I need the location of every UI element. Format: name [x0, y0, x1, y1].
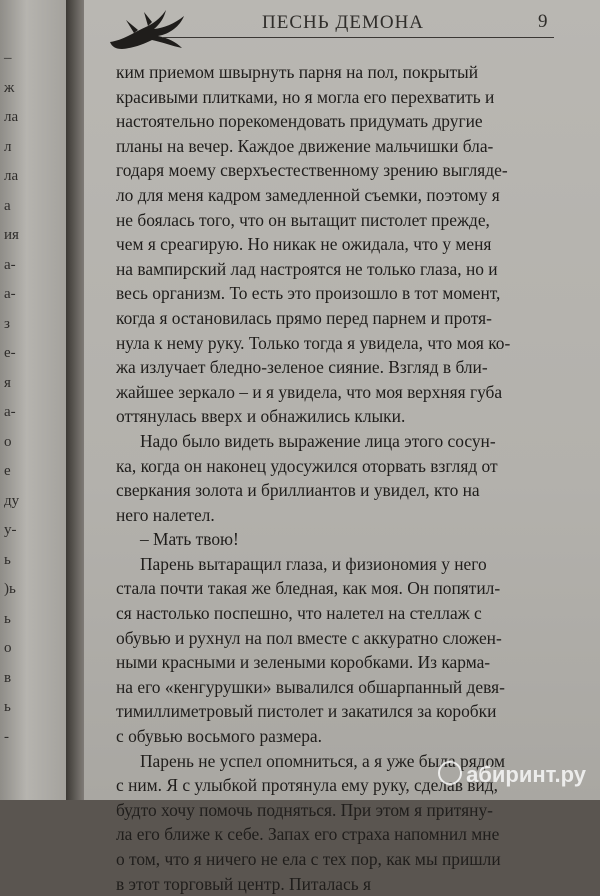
text-line: оттянулась вверх и обнажились клыки. — [116, 406, 406, 427]
book-page — [84, 0, 600, 894]
left-page-fragment: ду — [4, 492, 20, 509]
text-line: когда я остановилась прямо перед парнем и протя- — [116, 307, 492, 328]
running-header-title: ПЕСНЬ ДЕМОНА — [262, 12, 425, 33]
text-line: ся настолько поспешно, что налетел на стеллаж с — [116, 603, 482, 624]
text-line: жайшее зеркало – и я увидела, что моя верхняя губа — [116, 381, 503, 402]
left-page-fragment: ла — [4, 168, 19, 184]
text-line: сверкания золота и бриллиантов и увидел, кто на — [116, 480, 480, 501]
left-page-fragment: в — [4, 669, 12, 686]
text-line: ло для меня кадром замедленной съемки, поэтому я — [116, 184, 500, 205]
left-page-fragment: з — [4, 315, 10, 332]
text-line: тимиллиметровый пистолет и закатился за коробки — [116, 701, 497, 722]
text-line: не боялась того, что он вытащит пистолет прежде, — [116, 209, 490, 230]
text-line: о том, что я ничего не ела с тех пор, как мы пришли — [116, 849, 501, 869]
running-header — [84, 0, 600, 46]
left-page-fragment: а — [4, 197, 11, 214]
previous-page-edge — [0, 0, 66, 800]
text-line: Парень вытаращил глаза, и физиономия у него — [140, 553, 487, 574]
text-line: с ним. Я с улыбкой протянула ему руку, сделав вид, — [116, 775, 499, 796]
page-number: 9 — [538, 11, 548, 32]
left-page-fragment: а- — [4, 404, 16, 420]
text-line: стала почти такая же бледная, как моя. Он попятил- — [116, 578, 501, 599]
text-line: нула к нему руку. Только тогда я увидела, что моя ко- — [116, 332, 511, 353]
text-line: чем я среагирую. Но никак не ожидала, что у меня — [116, 234, 492, 255]
left-page-fragment: – — [4, 50, 12, 66]
text-line: обувью и рухнул на пол вместе с аккуратно сложен- — [116, 627, 502, 648]
text-line: Парень не успел опомниться, а я уже была рядом — [140, 750, 505, 771]
text-line: ким приемом швырнуть парня на пол, покрытый — [116, 62, 479, 82]
left-page-fragment: о — [4, 433, 12, 450]
text-line: – Мать твою! — [140, 529, 239, 550]
left-page-fragment: )ь — [4, 581, 16, 597]
text-line: жа излучает бледно-зеленое сияние. Взгляд в бли- — [116, 357, 488, 378]
left-page-fragment: ь — [4, 610, 11, 627]
text-line: красивыми плитками, но я могла его перехватить и — [116, 86, 495, 107]
text-line: в этот торговый центр. Питалась я — [116, 873, 371, 894]
text-line: на вампирский лад настроятся не только глаза, но и — [116, 258, 498, 279]
watermark-logo-icon — [438, 761, 462, 785]
text-line: годаря моему сверхъестественному зрению выгляде- — [116, 160, 508, 181]
text-line: ка, когда он наконец удосужился оторвать взгляд от — [116, 455, 498, 476]
left-page-fragment: ия — [4, 227, 19, 243]
text-line: ла его ближе к себе. Запах его страха напомнил мне — [116, 824, 500, 845]
left-page-fragment: ж — [4, 79, 15, 96]
left-page-fragment: л — [4, 138, 12, 155]
text-line: весь организм. То есть это произошло в тот момент, — [116, 283, 501, 304]
left-page-fragment: е- — [4, 345, 16, 361]
text-line: него налетел. — [116, 504, 215, 525]
watermark-text: абиринт.ру — [466, 762, 586, 787]
left-page-fragment: а- — [4, 286, 16, 302]
left-page-fragment: - — [4, 728, 9, 745]
text-line: Надо было видеть выражение лица этого сосун- — [140, 430, 496, 451]
left-page-fragment: ла — [4, 109, 19, 125]
watermark — [438, 761, 586, 788]
left-page-fragment: о — [4, 640, 12, 656]
text-line: с обувью восьмого размера. — [116, 726, 322, 747]
left-page-fragment: ь — [4, 551, 11, 568]
left-page-fragment: я — [4, 374, 11, 391]
header-rule — [162, 37, 554, 38]
text-line: будто хочу помочь подняться. При этом я притяну- — [116, 799, 493, 820]
text-line: на его «кенгурушки» вывалился обшарпанный девя- — [116, 676, 505, 697]
text-line: ными красными и зелеными коробками. Из карма- — [116, 652, 491, 673]
text-line: планы на вечер. Каждое движение мальчишки бла- — [116, 135, 494, 156]
text-line: настоятельно порекомендовать придумать другие — [116, 111, 483, 132]
left-page-fragment: ь — [4, 699, 11, 715]
dragon-ornament-icon — [104, 2, 196, 54]
left-page-fragment: у- — [4, 522, 17, 538]
left-page-fragment: а- — [4, 256, 16, 273]
left-page-fragment: е — [4, 463, 11, 479]
